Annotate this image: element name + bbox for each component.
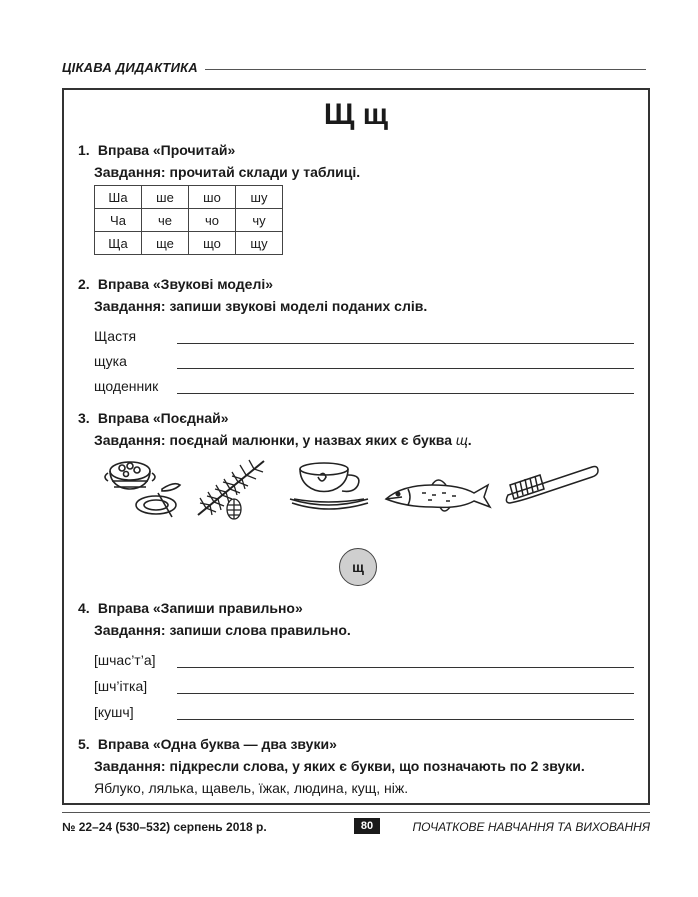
exercise-3-title: 3. Вправа «Поєднай»: [78, 410, 229, 426]
toothbrush-icon[interactable]: [502, 455, 602, 521]
answer-row: [94, 353, 634, 373]
syllable-cell: Ша: [95, 186, 142, 209]
syllable-cell: ше: [142, 186, 189, 209]
exercise-1-title: 1. Вправа «Прочитай»: [78, 142, 236, 158]
word-label: [кушч]: [94, 704, 134, 720]
answer-line[interactable]: [177, 693, 634, 694]
table-row: [95, 186, 283, 209]
answer-line[interactable]: [177, 343, 634, 344]
letter-circle: щ: [339, 548, 377, 586]
borscht-pot-icon[interactable]: [102, 455, 184, 521]
answer-row: [94, 652, 634, 672]
syllable-cell: чу: [236, 209, 283, 232]
answer-line[interactable]: [177, 368, 634, 369]
syllable-table: [94, 185, 283, 255]
answer-row: [94, 678, 634, 698]
word-label: [шчас’т’а]: [94, 652, 156, 668]
exercise-4-task: Завдання: запиши слова правильно.: [94, 622, 351, 638]
syllable-cell: щу: [236, 232, 283, 255]
exercise-5-title: 5. Вправа «Одна буква — два звуки»: [78, 736, 337, 752]
page-number: 80: [354, 818, 380, 834]
syllable-cell: шу: [236, 186, 283, 209]
exercise-5-task: Завдання: підкресли слова, у яких є букви, що позначають по 2 звуки.: [94, 758, 585, 774]
syllable-cell: що: [189, 232, 236, 255]
table-row: [95, 232, 283, 255]
word-label: Щастя: [94, 328, 137, 344]
word-label: щоденник: [94, 378, 159, 394]
page-title: Щ щ: [323, 98, 389, 131]
exercise-2-title: 2. Вправа «Звукові моделі»: [78, 276, 274, 292]
exercise-1-task: Завдання: прочитай склади у таблиці.: [94, 164, 361, 180]
word-label: [шч’ітка]: [94, 678, 148, 694]
fir-branch-cone-icon[interactable]: [194, 455, 276, 521]
answer-row: [94, 378, 634, 398]
syllable-cell: чо: [189, 209, 236, 232]
syllable-cell: Ча: [95, 209, 142, 232]
syllable-cell: шо: [189, 186, 236, 209]
answer-line[interactable]: [177, 667, 634, 668]
word-list-sentence[interactable]: Яблуко, лялька, щавель, їжак, людина, кущ, ніж.: [94, 780, 409, 796]
syllable-cell: Ща: [95, 232, 142, 255]
table-row: [95, 209, 283, 232]
running-title: ЦІКАВА ДИДАКТИКА: [62, 60, 198, 75]
exercise-4-title: 4. Вправа «Запиши правильно»: [78, 600, 303, 616]
exercise-2-task: Завдання: запиши звукові моделі поданих слів.: [94, 298, 428, 314]
pike-fish-icon[interactable]: [382, 455, 492, 521]
answer-line[interactable]: [177, 719, 634, 720]
header-rule: [205, 69, 646, 70]
answer-row: [94, 704, 634, 724]
answer-row: [94, 328, 634, 348]
word-label: щука: [94, 353, 127, 369]
syllable-cell: ще: [142, 232, 189, 255]
answer-line[interactable]: [177, 393, 634, 394]
exercise-3-task: Завдання: поєднай малюнки, у назвах яких є буква щ.: [94, 432, 472, 448]
worksheet-frame: [62, 88, 650, 805]
pictures-row: [102, 455, 602, 525]
footer-rule: [62, 812, 650, 813]
journal-title: ПОЧАТКОВЕ НАВЧАННЯ ТА ВИХОВАННЯ: [412, 820, 650, 834]
teacup-icon[interactable]: [288, 455, 372, 521]
syllable-cell: че: [142, 209, 189, 232]
issue-info: № 22–24 (530–532) серпень 2018 р.: [62, 820, 267, 834]
